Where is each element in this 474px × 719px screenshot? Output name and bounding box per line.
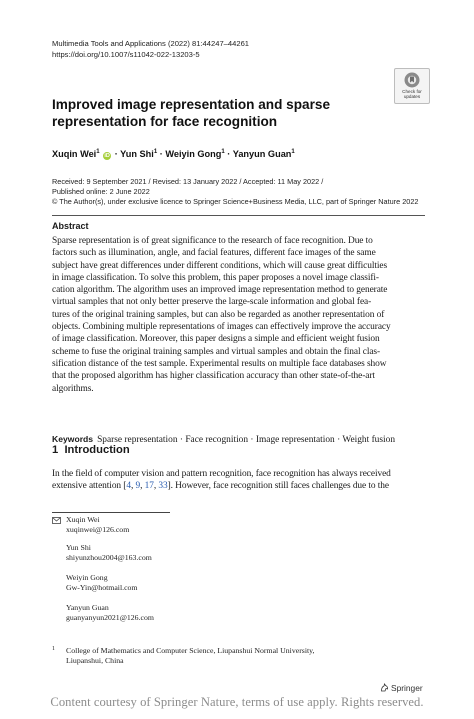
bookmark-icon [403, 72, 421, 88]
springer-horse-icon [380, 683, 389, 692]
abstract-line: virtual samples that not only better preserve the large-scale information and global fea- [52, 297, 372, 308]
courtesy-notice: Content courtesy of Springer Nature, terms of use apply. Rights reserved. [50, 695, 424, 709]
intro-line: extensive attention [4, 9, 17, 33]. However, face recognition still faces challenges due to the [52, 481, 389, 492]
check-for-updates-label: Check for updates [402, 89, 422, 99]
dates-line: Published online: 2 June 2022 [52, 187, 150, 197]
contact-entry [66, 603, 154, 624]
abstract-line: objects. Combining multiple representations of images can effectively improve the accuracy [52, 322, 391, 333]
contact-entry [66, 515, 129, 536]
intro-text: extensive attention [ [52, 481, 127, 492]
abstract-line: in image classification. To solve this problem, this paper proposes a novel image classifi- [52, 272, 379, 283]
contact-name: Weiyin Gong [66, 573, 108, 582]
orcid-icon[interactable]: iD [104, 153, 110, 160]
envelope-icon [52, 517, 61, 524]
citation-link[interactable]: 9 [135, 481, 141, 492]
author-affiliation-mark: 1 [221, 149, 225, 155]
abstract-line: that the proposed algorithm has higher classification accuracy than other state-of-the-art [52, 371, 375, 382]
publisher-mark [380, 683, 423, 693]
journal-citation [52, 39, 249, 60]
contact-email[interactable]: shiyunzhou2004@163.com [66, 553, 152, 563]
dates-line: Received: 9 September 2021 / Revised: 13 January 2022 / Accepted: 11 May 2022 / [52, 177, 324, 186]
author-affiliation-mark: 1 [153, 149, 158, 155]
abstract-body [52, 235, 425, 395]
citation-link[interactable]: 4 [126, 481, 131, 492]
citation-link[interactable]: 17 [144, 481, 154, 492]
abstract-top-rule [52, 215, 425, 216]
contact-email[interactable]: Gw-Yin@hotmail.com [66, 583, 138, 593]
citation-link[interactable]: 33 [158, 481, 168, 492]
contact-name: Yun Shi [66, 543, 91, 552]
author-name[interactable]: Xuqin Wei [52, 149, 97, 160]
contact-name: Xuqin Wei [66, 515, 100, 524]
author-list: Xuqin Wei$^1$ iD · Yun Shi$^1$ · Weiyin Gong$^1$ · Yanyun Guan$^1$ [52, 149, 295, 160]
abstract-line: cation algorithm. The algorithm uses an improved image representation method to generate [52, 285, 388, 296]
publication-history [52, 177, 418, 208]
author-name[interactable]: Yanyun Guan [232, 149, 292, 160]
abstract-line: algorithms. [52, 383, 94, 394]
paper-title: Improved image representation and sparse representation for face recognition [52, 97, 331, 129]
keywords-heading: Keywords [52, 434, 94, 444]
abstract-heading: Abstract [52, 221, 89, 231]
author-affiliation-mark: 1 [96, 149, 100, 155]
abstract-line: factors such as illumination, angle, and facial features, different face images of the same [52, 248, 376, 259]
intro-line: In the field of computer vision and pattern recognition, face recognition has always received [52, 469, 391, 479]
doi-link[interactable]: https://doi.org/10.1007/s11042-022-13203-5 [52, 49, 200, 59]
contact-name: Yanyun Guan [66, 603, 109, 612]
contact-email[interactable]: guanyanyun2021@126.com [66, 613, 154, 623]
copyright-line: © The Author(s), under exclusive licence to Springer Science+Business Media, LLC, part of Springer Nature 2022 [52, 197, 419, 207]
affiliation-line: Liupanshui, China [66, 656, 124, 666]
author-name[interactable]: Weiyin Gong [165, 149, 222, 160]
abstract-line: subject have great differences under different conditions, which will cause great difficulties [52, 260, 388, 271]
check-for-updates-badge[interactable] [394, 68, 430, 104]
contact-email[interactable]: xuqinwei@126.com [66, 525, 130, 535]
abstract-line: scheme to fuse the original training samples and virtual samples and obtain the final clas- [52, 346, 381, 357]
abstract-line: of image classification. Moreover, this paper designs a simple and efficient weight fusion [52, 334, 380, 345]
affiliation-line: College of Mathematics and Computer Science, Liupanshui Normal University, [66, 646, 315, 655]
keywords-list: Sparse representation · Face recognition · Image representation · Weight fusion [97, 435, 396, 445]
section-number: 1 [52, 444, 59, 456]
affiliation [66, 646, 315, 667]
footnote-rule [52, 512, 170, 513]
contact-entry [66, 573, 138, 594]
section-title: Introduction [64, 444, 130, 456]
abstract-line: sification distance of the test sample. Experimental results on multiple face databases show [52, 358, 387, 369]
journal-name: Multimedia Tools and Applications (2022) 81:44247–44261 [52, 39, 250, 48]
contact-entry [66, 543, 152, 564]
publisher-name: Springer [391, 683, 423, 693]
author-affiliation-mark: 1 [291, 149, 295, 155]
abstract-line: Sparse representation is of great significance to the research of face recognition. Due to [52, 236, 373, 246]
author-name[interactable]: Yun Shi [120, 149, 154, 160]
affiliation-number: 1 [52, 646, 55, 652]
intro-text: ]. However, face recognition still faces challenges due to the [167, 481, 389, 492]
introduction-body [52, 468, 425, 493]
abstract-line: tures of the original training samples, but can also be regarded as another representation of [52, 309, 385, 320]
section-heading [52, 444, 130, 456]
